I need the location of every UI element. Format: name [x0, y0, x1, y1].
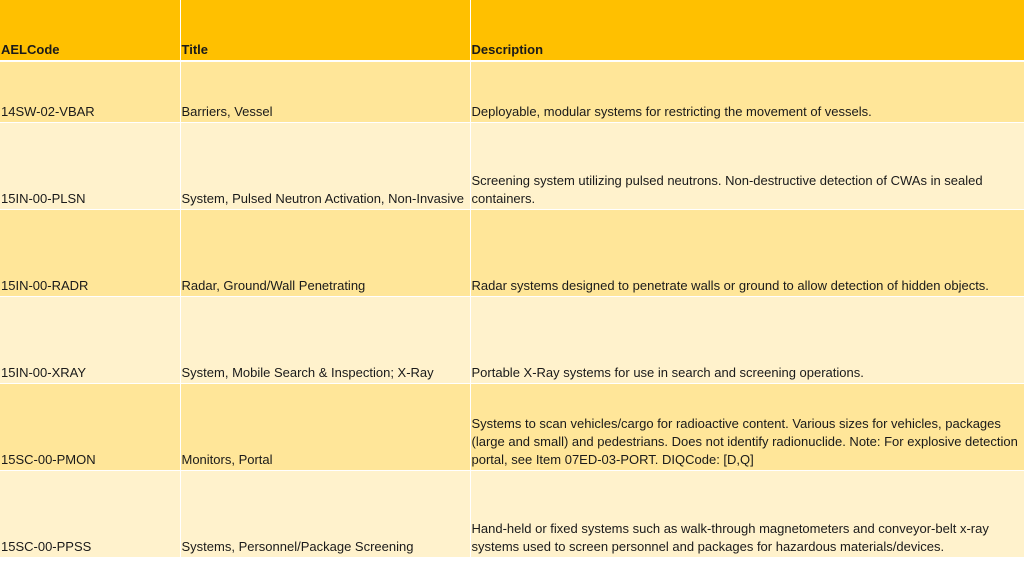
table-row: [0, 384, 1024, 471]
table-row: [0, 297, 1024, 384]
table-row: [0, 471, 1024, 558]
cell-title: Radar, Ground/Wall Penetrating: [180, 210, 470, 297]
cell-title: Barriers, Vessel: [180, 61, 470, 123]
cell-code: 15IN-00-XRAY: [0, 297, 180, 384]
cell-title: Monitors, Portal: [180, 384, 470, 471]
header-title: Title: [180, 0, 470, 61]
table-header: [0, 0, 1024, 61]
cell-description: Portable X-Ray systems for use in search and screening operations.: [470, 297, 1024, 384]
table-row: [0, 123, 1024, 210]
table-row: [0, 61, 1024, 123]
cell-description: Deployable, modular systems for restricting the movement of vessels.: [470, 61, 1024, 123]
cell-code: 15SC-00-PMON: [0, 384, 180, 471]
cell-code: 15SC-00-PPSS: [0, 471, 180, 558]
cell-title: Systems, Personnel/Package Screening: [180, 471, 470, 558]
cell-code: 14SW-02-VBAR: [0, 61, 180, 123]
cell-description: Systems to scan vehicles/cargo for radioactive content. Various sizes for vehicles, packages (large and small) and pedestrians. Does not identify radionuclide. Note: For explosive detection portal, see Item 07ED-03-PORT. DIQCode: [D,Q]: [470, 384, 1024, 471]
cell-code: 15IN-00-RADR: [0, 210, 180, 297]
cell-description: Radar systems designed to penetrate walls or ground to allow detection of hidden objects.: [470, 210, 1024, 297]
cell-description: Hand-held or fixed systems such as walk-through magnetometers and conveyor-belt x-ray systems used to screen personnel and packages for hazardous materials/devices.: [470, 471, 1024, 558]
table-row: [0, 210, 1024, 297]
cell-title: System, Pulsed Neutron Activation, Non-Invasive: [180, 123, 470, 210]
header-aelcode: AELCode: [0, 0, 180, 61]
table-body: [0, 61, 1024, 558]
cell-description: Screening system utilizing pulsed neutrons. Non-destructive detection of CWAs in sealed containers.: [470, 123, 1024, 210]
header-description: Description: [470, 0, 1024, 61]
cell-code: 15IN-00-PLSN: [0, 123, 180, 210]
cell-title: System, Mobile Search & Inspection; X-Ray: [180, 297, 470, 384]
header-row: [0, 0, 1024, 61]
